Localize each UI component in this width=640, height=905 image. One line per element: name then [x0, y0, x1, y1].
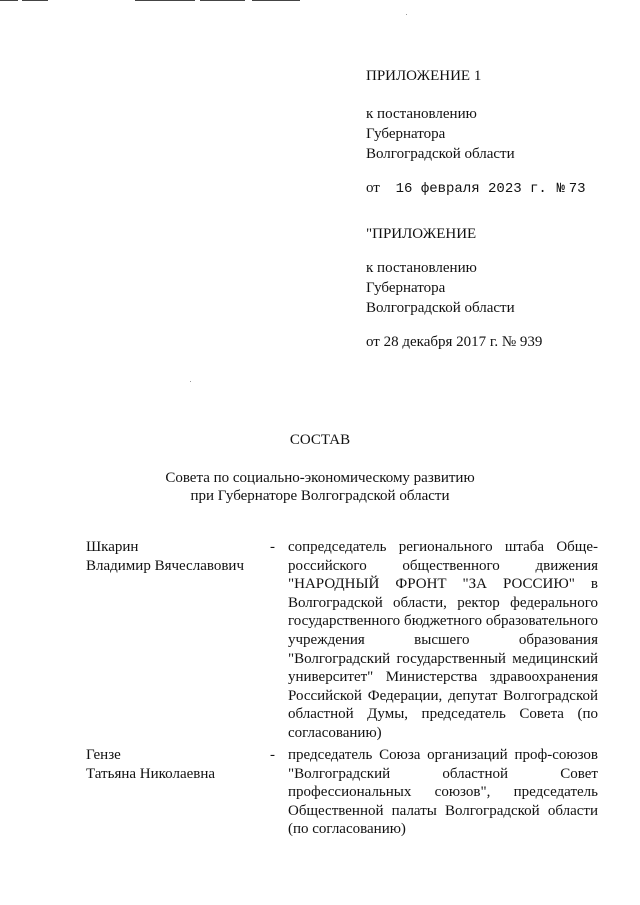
document-subtitle-line2: при Губернаторе Волгоградской области: [190, 488, 450, 504]
appendix-old-line3: Волгоградской области: [366, 300, 515, 316]
document-subtitle-line1: Совета по социально-экономическому развитию: [165, 470, 475, 486]
appendix1-title: ПРИЛОЖЕНИЕ 1: [366, 68, 482, 84]
scan-line: [22, 0, 48, 1]
number-value: 73: [568, 181, 586, 197]
member-name: [86, 538, 261, 575]
member-given-names: Татьяна Николаевна: [86, 765, 216, 782]
member-surname: Гензе: [86, 747, 121, 763]
document-title: СОСТАВ: [289, 432, 351, 448]
scan-speck: [406, 14, 407, 15]
date-prefix: от: [366, 180, 380, 196]
appendix1-line2: Губернатора: [366, 126, 446, 142]
appendix-old-title: "ПРИЛОЖЕНИЕ: [366, 226, 477, 242]
date-value: 16 февраля 2023 г.: [395, 181, 547, 197]
member-role: председатель Союза организаций проф-союзов "Волгоградский областной Совет профессиональных союзов", председатель Общественной палаты Волгоградской области (по согласованию): [288, 747, 598, 838]
scan-line: [135, 0, 195, 1]
number-sign: №: [556, 181, 565, 197]
appendix-old-line2: Губернатора: [366, 280, 446, 296]
member-dash: -: [270, 539, 275, 555]
member-given-names: Владимир Вячеславович: [86, 557, 244, 574]
appendix1-block: [366, 66, 626, 199]
member-dash: -: [270, 747, 275, 763]
appendix1-line1: к постановлению: [366, 106, 477, 122]
appendix-old-block: [366, 224, 626, 352]
scan-speck: [190, 381, 191, 382]
appendix-old-date-line: от 28 декабря 2017 г. № 939: [366, 334, 543, 350]
scan-line: [200, 0, 245, 1]
member-surname: Шкарин: [86, 539, 139, 555]
scan-line: [252, 0, 300, 1]
appendix1-line3: Волгоградской области: [366, 146, 515, 162]
appendix-old-line1: к постановлению: [366, 260, 477, 276]
member-name: [86, 746, 261, 783]
appendix1-date-line: [366, 178, 626, 199]
scan-line: [0, 0, 18, 1]
member-role: сопредседатель регионального штаба Обще-российского общественного движения "НАРОДНЫЙ ФРОНТ "ЗА РОССИЮ" в Волгоградской области, ректор федерального государственного бюджетного образовательного учреждения высшего образования "Волгоградский государственный медицинский университет" Министерства здравоохранения Российской Федерации, депутат Волгоградской областной Думы, председатель Совета (по согласованию): [288, 539, 598, 741]
